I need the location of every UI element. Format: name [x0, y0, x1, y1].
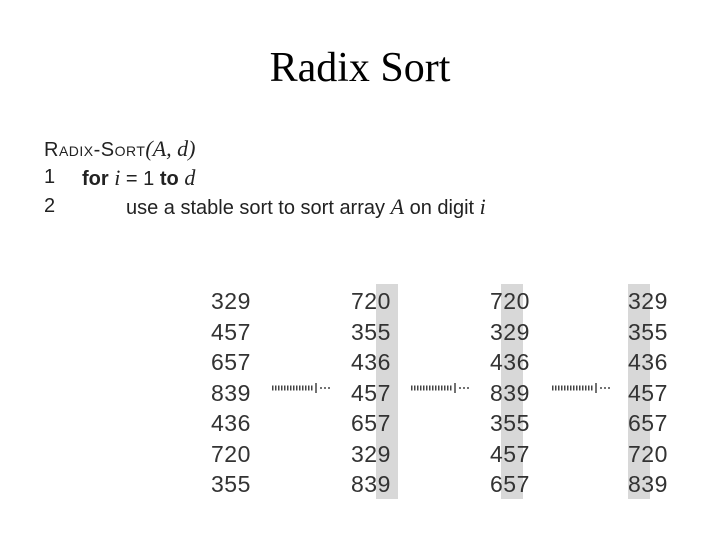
slide-title: Radix Sort: [269, 45, 451, 91]
column-value: 329: [351, 440, 391, 467]
line-2-text: use a stable sort to sort array: [126, 197, 386, 219]
line-number: 2: [44, 195, 56, 217]
column-value: 355: [211, 471, 251, 497]
procedure-params: (A, d): [145, 136, 196, 161]
column-value: 720: [211, 440, 251, 467]
column-value: 657: [211, 349, 251, 375]
dotted-arrow-icon: [272, 381, 332, 395]
column-pass-3: [628, 286, 678, 500]
column-value: 839: [490, 379, 530, 406]
algorithm-line-1: [44, 163, 196, 192]
column-value: 355: [490, 410, 530, 436]
digit-variable: i: [479, 194, 486, 219]
column-value: 720: [351, 288, 391, 314]
loop-variable: i: [114, 165, 121, 190]
column-value: 436: [628, 349, 668, 375]
column-value: 839: [211, 379, 251, 406]
column-value: 839: [351, 471, 391, 497]
procedure-name: Radix-Sort: [44, 139, 146, 161]
column-value: 720: [628, 440, 668, 467]
column-value: 457: [351, 379, 391, 406]
algorithm-header: [44, 134, 196, 163]
column-value: 657: [490, 471, 530, 497]
line-1-statement: [82, 163, 195, 194]
line-2-statement: [126, 192, 486, 223]
column-value: 355: [351, 318, 391, 345]
column-value: 329: [490, 318, 530, 345]
column-value: 457: [211, 318, 251, 345]
dotted-arrow-icon: [552, 381, 612, 395]
column-value: 436: [490, 349, 530, 375]
column-value: 355: [628, 318, 668, 345]
dotted-arrow-icon: [411, 381, 471, 395]
to-keyword: to: [159, 168, 179, 190]
column-value: 657: [351, 410, 391, 436]
column-pass-1: [351, 286, 401, 500]
column-value: 720: [490, 288, 530, 314]
equals-sign: =: [125, 168, 138, 190]
column-value: 436: [211, 410, 251, 436]
algorithm-line-2: [44, 192, 486, 221]
array-name: A: [390, 194, 405, 219]
column-input: [211, 286, 261, 500]
column-value: 329: [211, 288, 251, 314]
for-keyword: for: [82, 168, 109, 190]
loop-bound: d: [184, 165, 196, 190]
line-number: 1: [44, 166, 56, 188]
column-value: 839: [628, 471, 668, 497]
column-pass-2: [490, 286, 540, 500]
algorithm-block: [44, 134, 486, 221]
column-value: 329: [628, 288, 668, 314]
column-value: 657: [628, 410, 668, 436]
column-value: 457: [628, 379, 668, 406]
loop-start: 1: [143, 168, 155, 190]
line-2-mid: on digit: [409, 197, 475, 219]
column-value: 436: [351, 349, 391, 375]
column-value: 457: [490, 440, 530, 467]
